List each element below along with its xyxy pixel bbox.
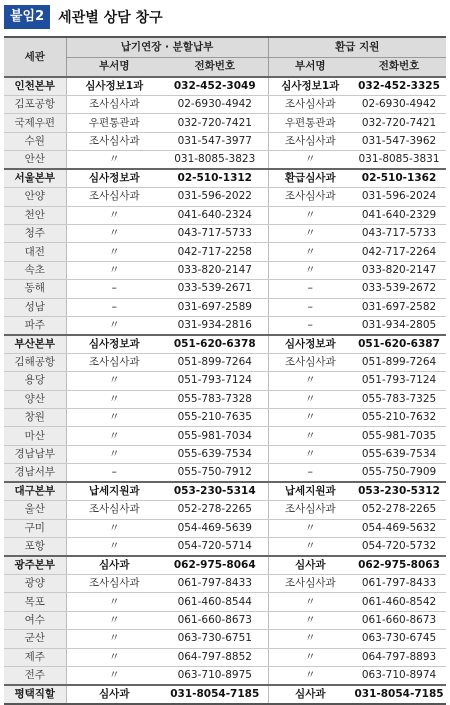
deferral-phone-cell: 032-720-7421 bbox=[162, 114, 268, 132]
table-row bbox=[4, 261, 446, 279]
office-cell: 광양 bbox=[4, 575, 66, 593]
deferral-phone-cell: 033-820-2147 bbox=[162, 261, 268, 279]
deferral-phone-cell: 054-469-5639 bbox=[162, 519, 268, 537]
refund-phone-cell: 031-547-3962 bbox=[352, 132, 446, 150]
refund-dept-cell: – bbox=[268, 464, 352, 483]
deferral-dept-cell: 〃 bbox=[66, 261, 162, 279]
office-cell: 인천본부 bbox=[4, 77, 66, 96]
refund-phone-cell: 052-278-2265 bbox=[352, 501, 446, 519]
refund-phone-cell: 062-975-8063 bbox=[352, 556, 446, 575]
refund-phone-cell: 064-797-8893 bbox=[352, 648, 446, 666]
refund-dept-cell: 심사정보1과 bbox=[268, 77, 352, 96]
subheader-dept-1: 부서명 bbox=[66, 57, 162, 77]
table-row bbox=[4, 188, 446, 206]
office-cell: 안산 bbox=[4, 151, 66, 170]
table-row bbox=[4, 556, 446, 575]
office-cell: 평택직할 bbox=[4, 685, 66, 704]
deferral-phone-cell: 02-6930-4942 bbox=[162, 96, 268, 114]
refund-phone-cell: 051-899-7264 bbox=[352, 353, 446, 371]
deferral-dept-cell: – bbox=[66, 298, 162, 316]
deferral-phone-cell: 063-710-8975 bbox=[162, 666, 268, 685]
deferral-phone-cell: 042-717-2258 bbox=[162, 243, 268, 261]
office-cell: 파주 bbox=[4, 316, 66, 335]
deferral-dept-cell: 〃 bbox=[66, 538, 162, 557]
deferral-phone-cell: 061-460-8544 bbox=[162, 593, 268, 611]
office-cell: 군산 bbox=[4, 630, 66, 648]
table-row bbox=[4, 482, 446, 501]
refund-phone-cell: 043-717-5733 bbox=[352, 224, 446, 242]
table-row bbox=[4, 335, 446, 354]
deferral-dept-cell: 〃 bbox=[66, 630, 162, 648]
table-row bbox=[4, 390, 446, 408]
deferral-phone-cell: 054-720-5714 bbox=[162, 538, 268, 557]
refund-phone-cell: 033-539-2672 bbox=[352, 280, 446, 298]
page-header bbox=[4, 4, 446, 30]
refund-phone-cell: 055-639-7534 bbox=[352, 445, 446, 463]
deferral-dept-cell: 심사과 bbox=[66, 685, 162, 704]
office-cell: 천안 bbox=[4, 206, 66, 224]
deferral-phone-cell: 064-797-8852 bbox=[162, 648, 268, 666]
table-row bbox=[4, 243, 446, 261]
header-office: 세관 bbox=[4, 37, 66, 77]
refund-phone-cell: 042-717-2264 bbox=[352, 243, 446, 261]
office-cell: 청주 bbox=[4, 224, 66, 242]
refund-dept-cell: 〃 bbox=[268, 538, 352, 557]
deferral-phone-cell: 031-547-3977 bbox=[162, 132, 268, 150]
deferral-dept-cell: 조사심사과 bbox=[66, 353, 162, 371]
deferral-dept-cell: 심사정보1과 bbox=[66, 77, 162, 96]
refund-dept-cell: – bbox=[268, 316, 352, 335]
office-cell: 국제우편 bbox=[4, 114, 66, 132]
table-row bbox=[4, 409, 446, 427]
deferral-dept-cell: – bbox=[66, 464, 162, 483]
refund-phone-cell: 02-6930-4942 bbox=[352, 96, 446, 114]
deferral-phone-cell: 055-639-7534 bbox=[162, 445, 268, 463]
table-row bbox=[4, 96, 446, 114]
office-cell: 속초 bbox=[4, 261, 66, 279]
refund-dept-cell: 〃 bbox=[268, 593, 352, 611]
office-cell: 수원 bbox=[4, 132, 66, 150]
refund-phone-cell: 033-820-2147 bbox=[352, 261, 446, 279]
table-row bbox=[4, 575, 446, 593]
deferral-phone-cell: 055-750-7912 bbox=[162, 464, 268, 483]
deferral-phone-cell: 053-230-5314 bbox=[162, 482, 268, 501]
refund-dept-cell: 심사과 bbox=[268, 685, 352, 704]
office-cell: 경남서부 bbox=[4, 464, 66, 483]
refund-dept-cell: 환급심사과 bbox=[268, 169, 352, 188]
deferral-dept-cell: 우편통관과 bbox=[66, 114, 162, 132]
deferral-dept-cell: 〃 bbox=[66, 243, 162, 261]
refund-phone-cell: 02-510-1362 bbox=[352, 169, 446, 188]
deferral-phone-cell: 031-8054-7185 bbox=[162, 685, 268, 704]
office-cell: 전주 bbox=[4, 666, 66, 685]
subheader-dept-2: 부서명 bbox=[268, 57, 352, 77]
refund-dept-cell: 〃 bbox=[268, 390, 352, 408]
table-row bbox=[4, 501, 446, 519]
office-cell: 제주 bbox=[4, 648, 66, 666]
refund-phone-cell: 041-640-2329 bbox=[352, 206, 446, 224]
deferral-phone-cell: 062-975-8064 bbox=[162, 556, 268, 575]
subheader-phone-2: 전화번호 bbox=[352, 57, 446, 77]
table-row bbox=[4, 445, 446, 463]
office-cell: 여수 bbox=[4, 611, 66, 629]
office-cell: 김포공항 bbox=[4, 96, 66, 114]
consultation-table bbox=[4, 36, 446, 705]
refund-phone-cell: 061-660-8673 bbox=[352, 611, 446, 629]
refund-phone-cell: 061-460-8542 bbox=[352, 593, 446, 611]
office-cell: 목포 bbox=[4, 593, 66, 611]
deferral-phone-cell: 063-730-6751 bbox=[162, 630, 268, 648]
refund-phone-cell: 055-210-7632 bbox=[352, 409, 446, 427]
refund-dept-cell: 〃 bbox=[268, 666, 352, 685]
table-row bbox=[4, 630, 446, 648]
header-group-refund: 환급 지원 bbox=[268, 37, 446, 57]
table-row bbox=[4, 685, 446, 704]
deferral-phone-cell: 041-640-2324 bbox=[162, 206, 268, 224]
table-row bbox=[4, 280, 446, 298]
office-cell: 광주본부 bbox=[4, 556, 66, 575]
office-cell: 성남 bbox=[4, 298, 66, 316]
deferral-phone-cell: 031-934-2816 bbox=[162, 316, 268, 335]
table-row bbox=[4, 224, 446, 242]
subheader-phone-1: 전화번호 bbox=[162, 57, 268, 77]
refund-dept-cell: 조사심사과 bbox=[268, 188, 352, 206]
table-row bbox=[4, 519, 446, 537]
refund-dept-cell: 〃 bbox=[268, 261, 352, 279]
deferral-phone-cell: 055-981-7034 bbox=[162, 427, 268, 445]
table-row bbox=[4, 353, 446, 371]
table-row bbox=[4, 114, 446, 132]
refund-phone-cell: 054-720-5732 bbox=[352, 538, 446, 557]
deferral-phone-cell: 031-596-2022 bbox=[162, 188, 268, 206]
table-row bbox=[4, 169, 446, 188]
office-cell: 대구본부 bbox=[4, 482, 66, 501]
deferral-dept-cell: – bbox=[66, 280, 162, 298]
office-cell: 부산본부 bbox=[4, 335, 66, 354]
office-cell: 용당 bbox=[4, 372, 66, 390]
header-group-deferral: 납기연장 · 분할납부 bbox=[66, 37, 268, 57]
table-body bbox=[4, 77, 446, 704]
office-cell: 경남남부 bbox=[4, 445, 66, 463]
refund-dept-cell: 납세지원과 bbox=[268, 482, 352, 501]
page-title: 세관별 상담 창구 bbox=[58, 10, 163, 26]
deferral-phone-cell: 061-797-8433 bbox=[162, 575, 268, 593]
refund-dept-cell: – bbox=[268, 298, 352, 316]
deferral-phone-cell: 02-510-1312 bbox=[162, 169, 268, 188]
refund-dept-cell: 조사심사과 bbox=[268, 132, 352, 150]
deferral-dept-cell: 〃 bbox=[66, 666, 162, 685]
deferral-dept-cell: 〃 bbox=[66, 409, 162, 427]
table-row bbox=[4, 77, 446, 96]
refund-dept-cell: 〃 bbox=[268, 409, 352, 427]
office-cell: 동해 bbox=[4, 280, 66, 298]
refund-phone-cell: 053-230-5312 bbox=[352, 482, 446, 501]
deferral-dept-cell: 조사심사과 bbox=[66, 575, 162, 593]
refund-phone-cell: 051-793-7124 bbox=[352, 372, 446, 390]
office-cell: 김해공항 bbox=[4, 353, 66, 371]
deferral-dept-cell: 〃 bbox=[66, 648, 162, 666]
deferral-phone-cell: 031-697-2589 bbox=[162, 298, 268, 316]
deferral-dept-cell: 납세지원과 bbox=[66, 482, 162, 501]
deferral-dept-cell: 조사심사과 bbox=[66, 132, 162, 150]
deferral-dept-cell: 심사과 bbox=[66, 556, 162, 575]
table-row bbox=[4, 538, 446, 557]
table-row bbox=[4, 464, 446, 483]
refund-phone-cell: 055-783-7325 bbox=[352, 390, 446, 408]
deferral-dept-cell: 〃 bbox=[66, 206, 162, 224]
deferral-dept-cell: 심사정보과 bbox=[66, 335, 162, 354]
refund-dept-cell: 〃 bbox=[268, 243, 352, 261]
refund-phone-cell: 055-750-7909 bbox=[352, 464, 446, 483]
deferral-dept-cell: 〃 bbox=[66, 593, 162, 611]
deferral-dept-cell: 〃 bbox=[66, 427, 162, 445]
table-row bbox=[4, 298, 446, 316]
refund-phone-cell: 031-934-2805 bbox=[352, 316, 446, 335]
office-cell: 구미 bbox=[4, 519, 66, 537]
office-cell: 창원 bbox=[4, 409, 66, 427]
deferral-dept-cell: 조사심사과 bbox=[66, 188, 162, 206]
deferral-phone-cell: 055-210-7635 bbox=[162, 409, 268, 427]
deferral-dept-cell: 〃 bbox=[66, 519, 162, 537]
refund-phone-cell: 031-8054-7185 bbox=[352, 685, 446, 704]
refund-dept-cell: 조사심사과 bbox=[268, 96, 352, 114]
refund-dept-cell: 조사심사과 bbox=[268, 353, 352, 371]
table-row bbox=[4, 427, 446, 445]
deferral-phone-cell: 051-793-7124 bbox=[162, 372, 268, 390]
attachment-badge: 붙임2 bbox=[4, 5, 50, 29]
refund-dept-cell: 〃 bbox=[268, 445, 352, 463]
deferral-dept-cell: 〃 bbox=[66, 445, 162, 463]
refund-phone-cell: 063-710-8974 bbox=[352, 666, 446, 685]
deferral-dept-cell: 조사심사과 bbox=[66, 96, 162, 114]
office-cell: 대전 bbox=[4, 243, 66, 261]
deferral-phone-cell: 061-660-8673 bbox=[162, 611, 268, 629]
table-row bbox=[4, 593, 446, 611]
table-row bbox=[4, 151, 446, 170]
refund-dept-cell: – bbox=[268, 280, 352, 298]
refund-dept-cell: 심사정보과 bbox=[268, 335, 352, 354]
deferral-dept-cell: 〃 bbox=[66, 224, 162, 242]
deferral-dept-cell: 〃 bbox=[66, 151, 162, 170]
office-cell: 양산 bbox=[4, 390, 66, 408]
refund-dept-cell: 〃 bbox=[268, 427, 352, 445]
refund-phone-cell: 032-452-3325 bbox=[352, 77, 446, 96]
table-row bbox=[4, 666, 446, 685]
refund-dept-cell: 〃 bbox=[268, 151, 352, 170]
office-cell: 서울본부 bbox=[4, 169, 66, 188]
refund-dept-cell: 〃 bbox=[268, 519, 352, 537]
deferral-dept-cell: 조사심사과 bbox=[66, 501, 162, 519]
refund-phone-cell: 054-469-5632 bbox=[352, 519, 446, 537]
deferral-dept-cell: 〃 bbox=[66, 390, 162, 408]
refund-phone-cell: 063-730-6745 bbox=[352, 630, 446, 648]
refund-dept-cell: 우편통관과 bbox=[268, 114, 352, 132]
deferral-phone-cell: 033-539-2671 bbox=[162, 280, 268, 298]
deferral-phone-cell: 052-278-2265 bbox=[162, 501, 268, 519]
table-row bbox=[4, 316, 446, 335]
refund-dept-cell: 조사심사과 bbox=[268, 501, 352, 519]
table-row bbox=[4, 206, 446, 224]
refund-phone-cell: 031-8085-3831 bbox=[352, 151, 446, 170]
refund-phone-cell: 051-620-6387 bbox=[352, 335, 446, 354]
refund-phone-cell: 032-720-7421 bbox=[352, 114, 446, 132]
deferral-phone-cell: 043-717-5733 bbox=[162, 224, 268, 242]
deferral-dept-cell: 〃 bbox=[66, 372, 162, 390]
refund-dept-cell: 〃 bbox=[268, 224, 352, 242]
office-cell: 포항 bbox=[4, 538, 66, 557]
table-row bbox=[4, 132, 446, 150]
table-row bbox=[4, 648, 446, 666]
refund-phone-cell: 055-981-7035 bbox=[352, 427, 446, 445]
refund-dept-cell: 〃 bbox=[268, 630, 352, 648]
table-row bbox=[4, 372, 446, 390]
deferral-phone-cell: 031-8085-3823 bbox=[162, 151, 268, 170]
refund-dept-cell: 〃 bbox=[268, 648, 352, 666]
deferral-phone-cell: 051-899-7264 bbox=[162, 353, 268, 371]
refund-dept-cell: 〃 bbox=[268, 206, 352, 224]
deferral-phone-cell: 032-452-3049 bbox=[162, 77, 268, 96]
refund-phone-cell: 061-797-8433 bbox=[352, 575, 446, 593]
deferral-phone-cell: 051-620-6378 bbox=[162, 335, 268, 354]
deferral-phone-cell: 055-783-7328 bbox=[162, 390, 268, 408]
deferral-dept-cell: 〃 bbox=[66, 611, 162, 629]
refund-phone-cell: 031-697-2582 bbox=[352, 298, 446, 316]
office-cell: 울산 bbox=[4, 501, 66, 519]
refund-phone-cell: 031-596-2024 bbox=[352, 188, 446, 206]
office-cell: 안양 bbox=[4, 188, 66, 206]
refund-dept-cell: 〃 bbox=[268, 611, 352, 629]
refund-dept-cell: 조사심사과 bbox=[268, 575, 352, 593]
deferral-dept-cell: 심사정보과 bbox=[66, 169, 162, 188]
deferral-dept-cell: 〃 bbox=[66, 316, 162, 335]
office-cell: 마산 bbox=[4, 427, 66, 445]
refund-dept-cell: 〃 bbox=[268, 372, 352, 390]
refund-dept-cell: 심사과 bbox=[268, 556, 352, 575]
table-row bbox=[4, 611, 446, 629]
